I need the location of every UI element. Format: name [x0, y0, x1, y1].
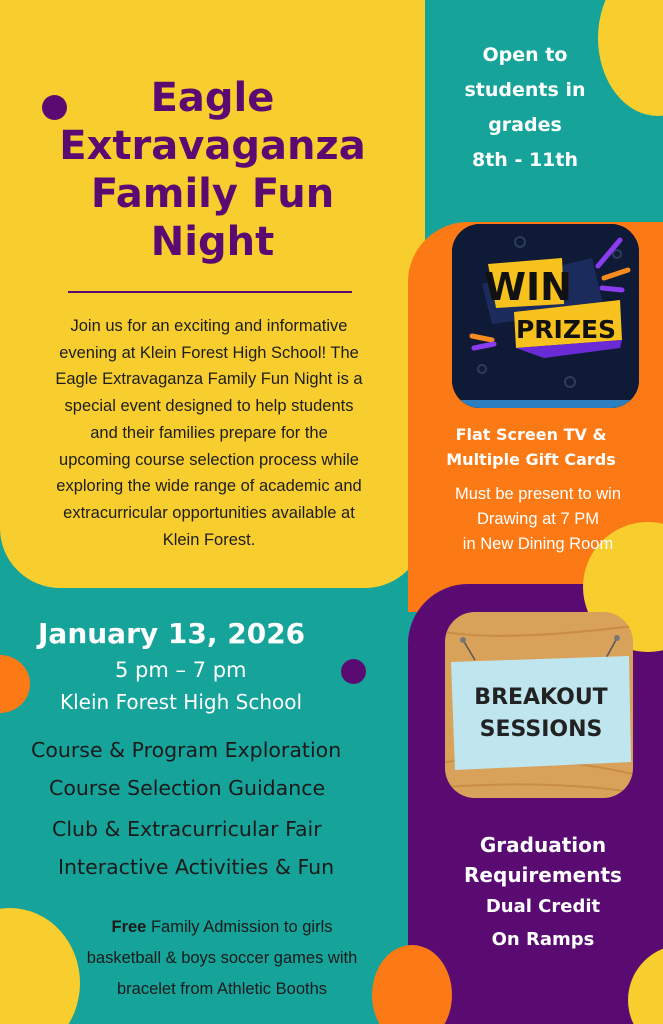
- breakout-word: BREAKOUT: [474, 685, 608, 710]
- intro-paragraph: [14, 313, 404, 553]
- event-time: 5 pm – 7 pm: [115, 658, 247, 682]
- prize-notes: [420, 482, 656, 557]
- free-note-line: basketball & boys soccer games with: [86, 949, 358, 967]
- intro-line: extracurricular opportunities available at: [63, 503, 355, 522]
- prize-headline-line: Multiple Gift Cards: [446, 450, 616, 469]
- intro-line: upcoming course selection process while: [59, 450, 359, 469]
- intro-line: Eagle Extravaganza Family Fun Night is a: [55, 370, 363, 389]
- intro-line: and their families prepare for the: [90, 423, 328, 442]
- sessions-word: SESSIONS: [479, 717, 603, 742]
- prize-headline-line: Flat Screen TV &: [455, 425, 607, 444]
- breakout-sessions-graphic: [445, 612, 633, 798]
- purple-dot-mid: [341, 659, 366, 684]
- prize-note-line: Must be present to win: [455, 485, 621, 503]
- title-line: Eagle: [150, 75, 275, 121]
- prize-headline: [420, 422, 642, 472]
- free-note-line: Family Admission to girls: [146, 918, 333, 936]
- eligibility-line: Open to: [482, 44, 568, 66]
- sign-board: [451, 656, 631, 770]
- intro-line: Klein Forest.: [162, 530, 256, 549]
- title-line: Family Fun: [90, 171, 335, 217]
- win-prizes-illustration: [452, 224, 639, 408]
- activity-item: Course Selection Guidance: [49, 776, 326, 800]
- free-label: Free: [111, 918, 147, 936]
- activity-item: Interactive Activities & Fun: [58, 855, 335, 879]
- eligibility-text: [440, 38, 610, 178]
- eligibility-line: students in: [464, 79, 586, 101]
- intro-line: evening at Klein Forest High School! The: [59, 343, 359, 362]
- intro-line: special event designed to help students: [64, 397, 354, 416]
- activity-item: Course & Program Exploration: [31, 738, 342, 762]
- event-date: January 13, 2026: [38, 617, 306, 650]
- breakout-sessions-illustration: [445, 612, 633, 798]
- session-item: Dual Credit: [485, 896, 601, 917]
- session-item: Requirements: [464, 863, 622, 887]
- title-line: Night: [150, 219, 275, 265]
- win-word: WIN: [484, 265, 572, 309]
- win-prizes-graphic: [452, 224, 639, 408]
- free-note-line: bracelet from Athletic Booths: [116, 980, 328, 998]
- event-title: [20, 74, 405, 266]
- session-item: Graduation: [479, 833, 607, 857]
- free-admission-note: [52, 912, 392, 1005]
- eligibility-line: 8th - 11th: [472, 149, 578, 171]
- prizes-word: PRIZES: [515, 315, 617, 344]
- prize-note-line: in New Dining Room: [462, 535, 614, 553]
- activity-item: Club & Extracurricular Fair: [52, 817, 322, 841]
- eligibility-line: grades: [488, 114, 562, 136]
- intro-line: Join us for an exciting and informative: [70, 317, 348, 335]
- session-item: On Ramps: [491, 929, 595, 950]
- title-line: Extravaganza: [59, 123, 366, 169]
- sessions-list: [432, 830, 654, 956]
- prize-note-line: Drawing at 7 PM: [477, 510, 599, 528]
- title-divider: [68, 291, 352, 293]
- event-location: Klein Forest High School: [60, 690, 303, 714]
- intro-line: exploring the wide range of academic and: [56, 477, 362, 496]
- orange-circle-left: [0, 655, 30, 713]
